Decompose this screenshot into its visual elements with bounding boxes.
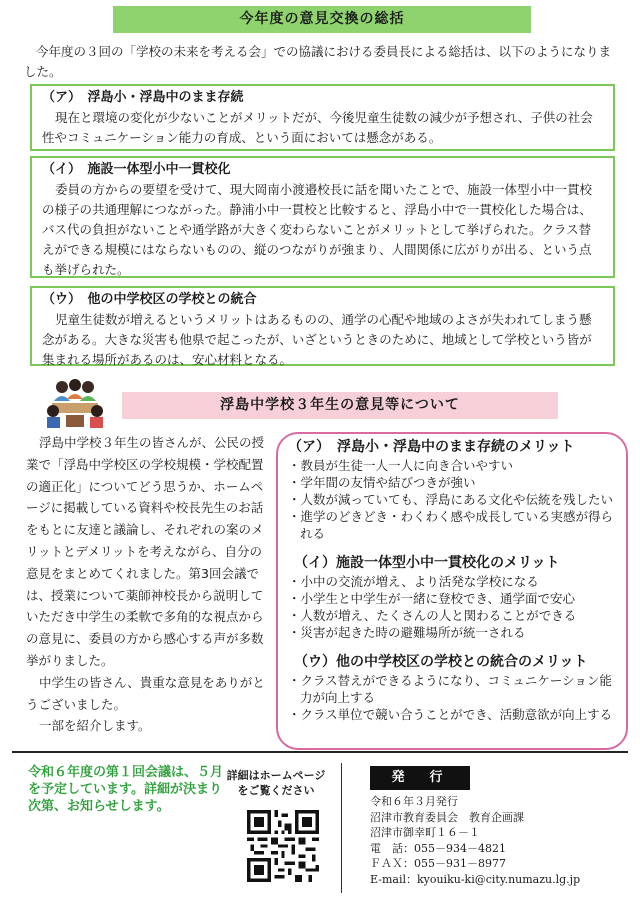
publisher-name: 沼津市教育委員会 教育企画課 xyxy=(370,810,524,824)
list-item: ・ 小中の交流が増え、より活発な学校になる xyxy=(288,573,616,590)
summary-heading: 今年度の意見交換の総括 xyxy=(113,6,531,33)
publisher-label: 発 行 xyxy=(370,766,470,790)
section-title: （ア） 浮島小・浮島中のまま存続 xyxy=(42,90,244,105)
summary-section-i xyxy=(30,156,615,278)
merits-section-u xyxy=(288,653,616,723)
list-item: ・ クラス替えができるようになり、コミュニケーション能力が向上する xyxy=(288,672,616,706)
section-title: （イ） 施設一体型小中一貫校化 xyxy=(42,162,231,177)
summary-section-a xyxy=(30,84,615,151)
merits-section-i xyxy=(288,554,616,641)
merits-box xyxy=(276,432,628,750)
list-item: ・ 人数が増え、たくさんの人と関わることができる xyxy=(288,607,616,624)
list-item: ・ 教員が生徒一人一人に向き合いやすい xyxy=(288,457,616,474)
publisher-address: 沼津市御幸町１６－１ xyxy=(370,826,480,840)
summary-intro: 今年度の３回の「学校の未来を考える会」での協議における委員長による総括は、以下のようになりました。 xyxy=(24,44,612,79)
section-body: 委員の方からの要望を受けて、現大岡南小渡邉校長に話を聞いたことで、施設一体型小中一貫校の様子の共通理解につながった。静浦小中一貫校と比較すると、浮島小中で一貫校化した場合は、バス代の負担がないことや通学路が大きく変わらないことがメリットとして挙げられた。クラス替えができる規模にはならないものの、縦のつながりが強まり、人間関係に広がりが出る、という点も挙げられた。 xyxy=(42,182,593,277)
merits-title: （ア） 浮島小・浮島中のまま存続のメリット xyxy=(288,439,575,455)
footer-divider xyxy=(12,751,628,753)
publisher-fax: ＦＡＸ：055－931－8977 xyxy=(370,857,506,871)
list-item: ・ 小学生と中学生が一緒に登校でき、通学面で安心 xyxy=(288,590,616,607)
publisher-email[interactable]: E-mail：kyouiku-ki@city.numazu.lg.jp xyxy=(370,872,581,886)
students-discussion-icon xyxy=(44,379,106,429)
list-item: ・ 学年間の友情や結びつきが強い xyxy=(288,474,616,491)
summary-section-u xyxy=(30,286,615,366)
students-description xyxy=(26,432,270,737)
list-item: ・ 進学のどきどき・わくわく感や成長している実感が得られる xyxy=(288,508,616,542)
publisher-info xyxy=(370,794,630,888)
paragraph: 中学生の皆さん、貴重な意見をありがとうございました。 xyxy=(26,674,265,712)
students-heading: 浮島中学校３年生の意見等について xyxy=(122,392,558,419)
section-body: 現在と環境の変化が少ないことがメリットだが、今後児童生徒数の減少が予想され、子供の社会性やコミュニケーション能力の育成、という面においては懸念がある。 xyxy=(42,110,593,145)
section-body: 児童生徒数が増えるというメリットはあるものの、通学の心配や地域のよさが失われてしまう懸念がある。大きな災害も他県で起こったが、いざというときのために、地域として学校という皆が集まれる場所があるのは、安心材料となる。 xyxy=(42,312,592,367)
list-item: ・ クラス単位で競い合うことができ、活動意欲が向上する xyxy=(288,706,616,723)
footer-separator xyxy=(341,763,342,893)
qr-code-icon[interactable] xyxy=(247,810,319,882)
merits-title: （ウ）他の中学校区の学校との統合のメリット xyxy=(294,654,588,670)
merits-section-a xyxy=(288,438,616,542)
paragraph: 浮島中学校３年生の皆さんが、公民の授業で「浮島中学校区の学校規模・学校配置の適正化」についてどう思うか、ホームページに掲載している資料や校長先生のお話をもとに友達と議論し、それぞれの案のメリットとデメリットを考えながら、自分の意見をまとめてくれました。第3回会議では、授業について薬師神校長から説明していただき中学生の柔軟で多角的な視点からの意見に、委員の方から感心する声が多数挙がりました。 xyxy=(26,435,265,668)
publisher-phone: 電 話：055－934－4821 xyxy=(370,841,506,855)
paragraph: 一部を紹介します。 xyxy=(39,718,151,734)
list-item: ・ 災害が起きた時の避難場所が統一される xyxy=(288,624,616,641)
details-note: 詳細はホームページをご覧ください xyxy=(226,769,326,797)
next-meeting-notice: 令和６年度の第１回会議は、５月を予定しています。詳細が決まり次第、お知らせします。 xyxy=(28,765,224,814)
publish-date: 令和６年３月発行 xyxy=(370,795,458,808)
merits-title: （イ）施設一体型小中一貫校化のメリット xyxy=(294,555,560,571)
list-item: ・ 人数が減っていても、浮島にある文化や伝統を残したい xyxy=(288,491,616,508)
section-title: （ウ） 他の中学校区の学校との統合 xyxy=(42,292,257,307)
